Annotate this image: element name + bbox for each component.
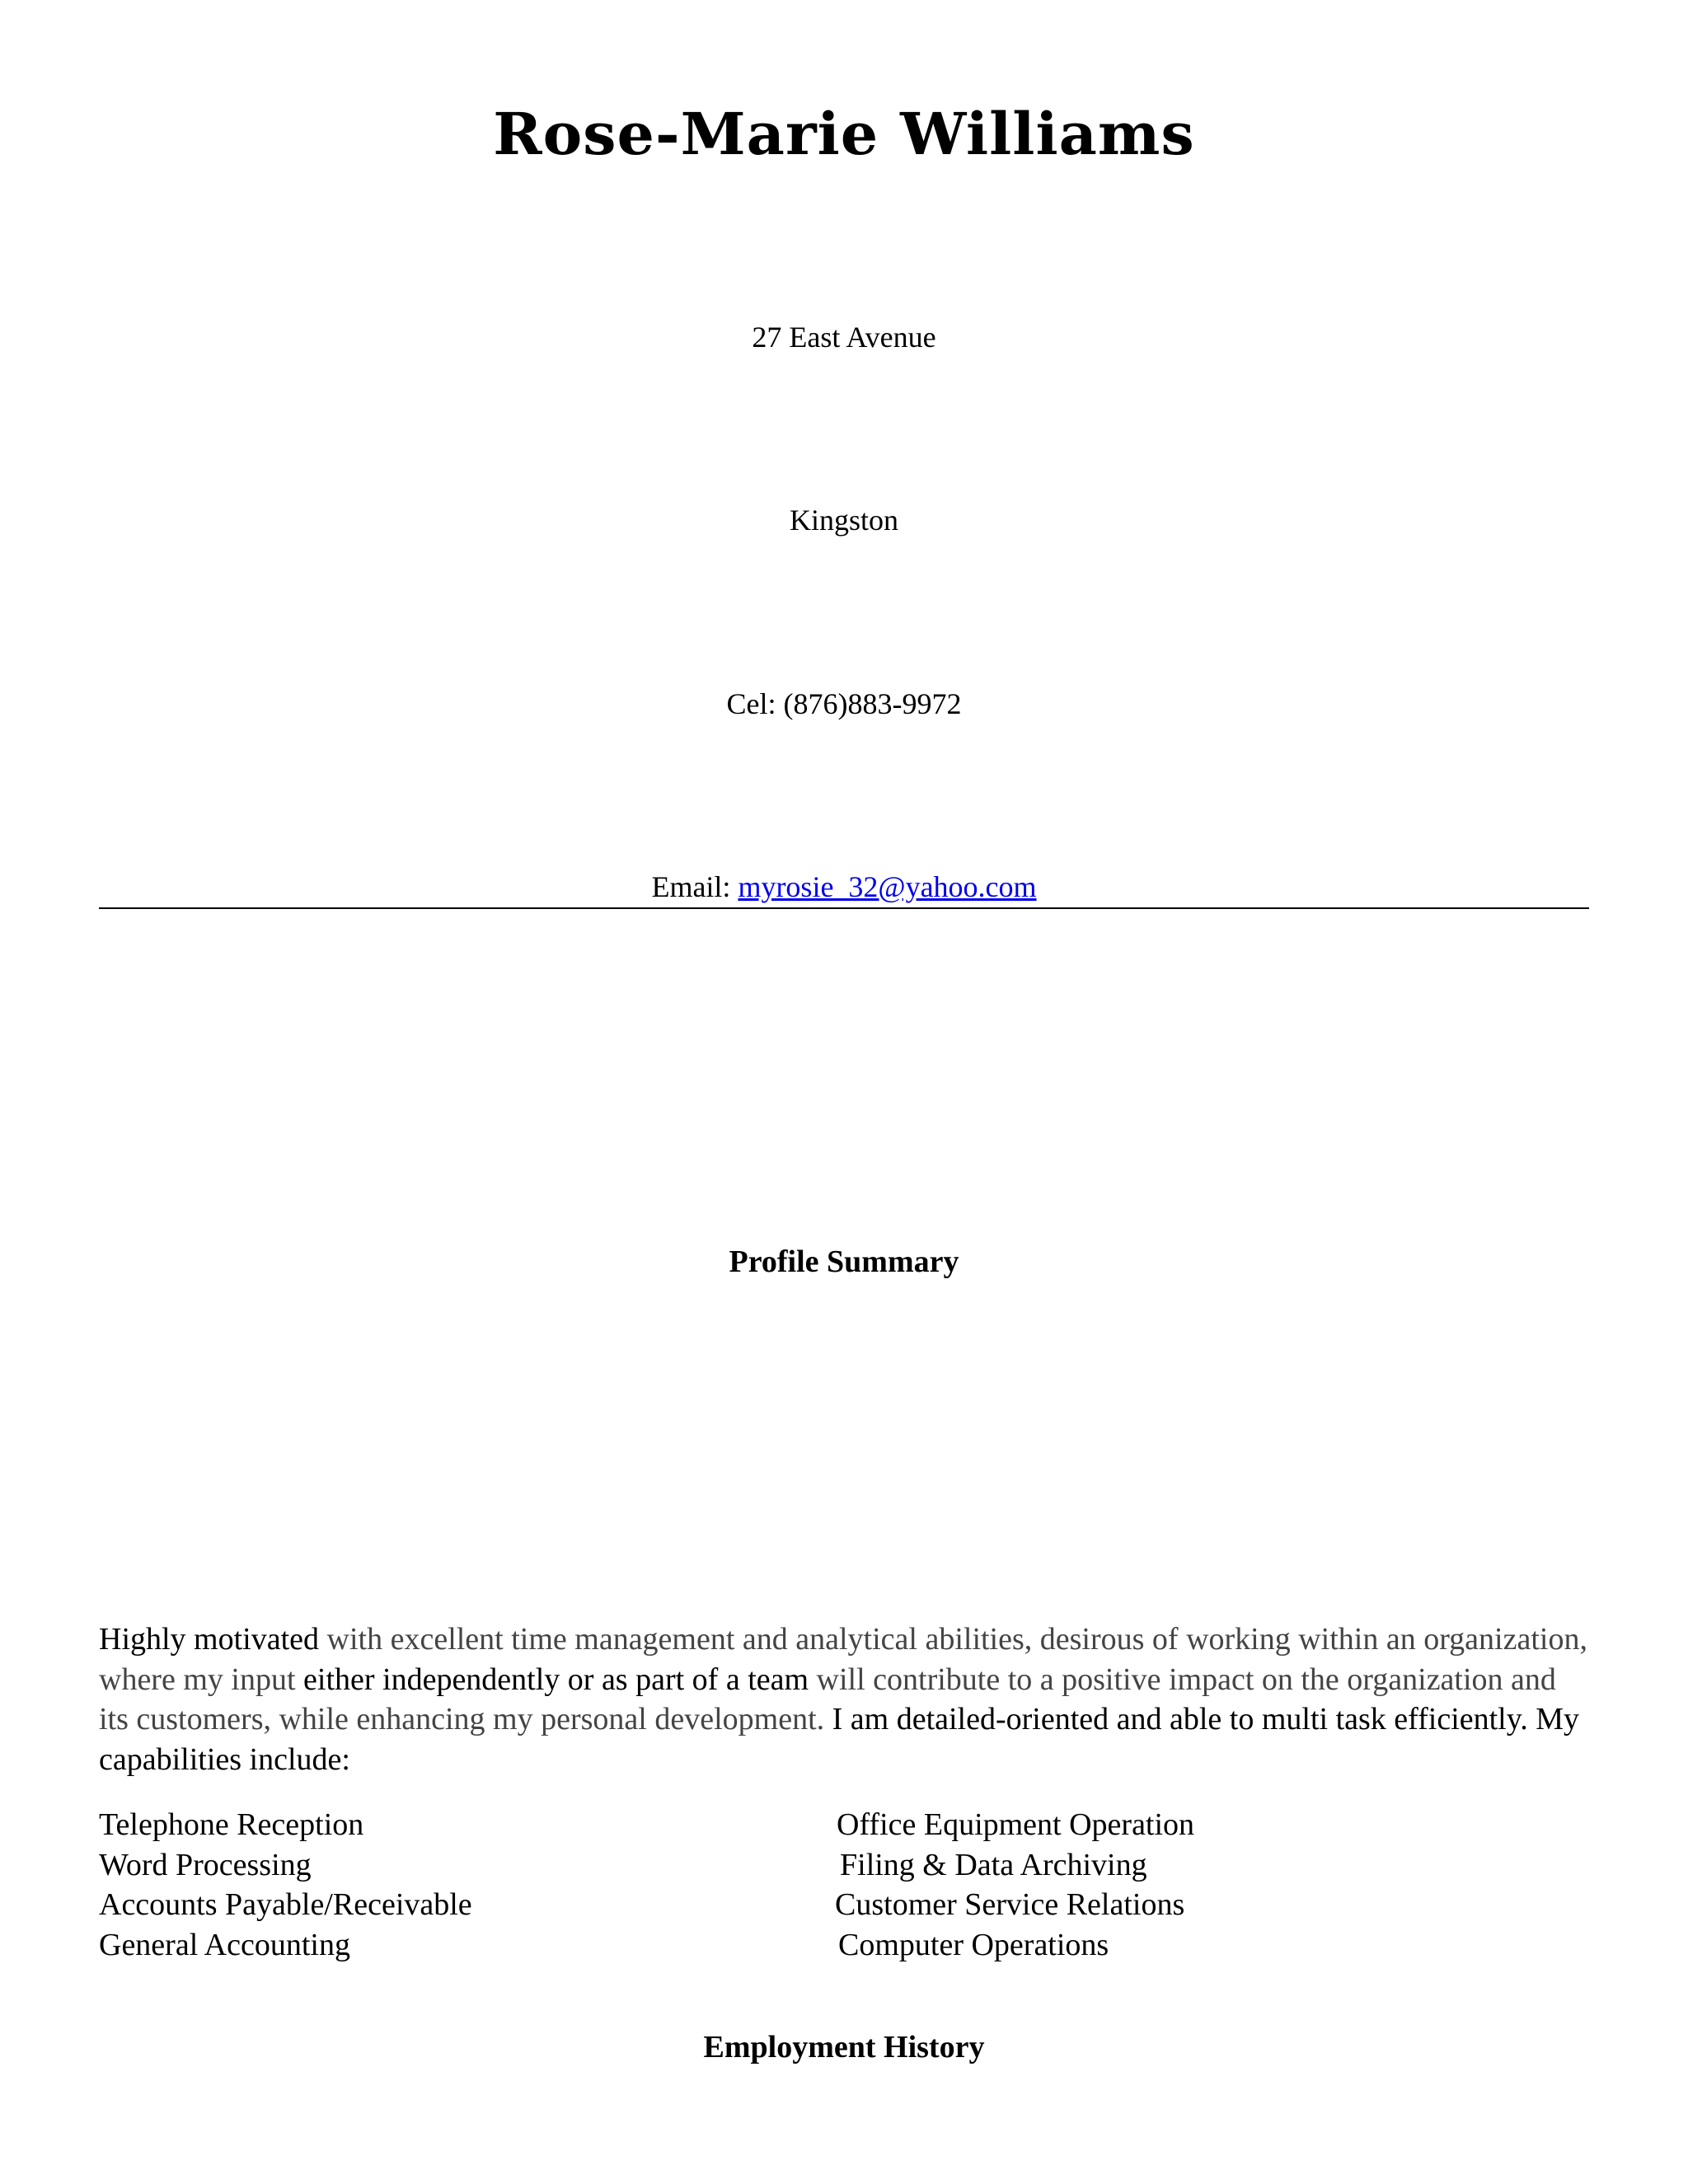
email-line (0, 869, 1688, 905)
capability-row (99, 1805, 1591, 1845)
summary-segment: Highly motivated (99, 1622, 320, 1657)
capability-item: Telephone Reception (99, 1807, 364, 1842)
header-divider (99, 907, 1589, 909)
capability-item: General Accounting (99, 1927, 350, 1962)
profile-summary-heading: Profile Summary (729, 1244, 959, 1279)
capability-item: Office Equipment Operation (837, 1807, 1195, 1842)
summary-segment: I am detailed-oriented and able to multi task efficiently. My capabilities include: (99, 1702, 1580, 1777)
summary-segment: either independently or as part of a team (303, 1661, 809, 1697)
summary-segment: will contribute to a positive impact on the organization and its customers, while enhancing my personal development. (99, 1661, 1556, 1736)
capability-item: Word Processing (99, 1847, 312, 1882)
capability-row (99, 1885, 1591, 1925)
cell-phone: Cel: (876)883-9972 (726, 687, 962, 720)
address-street: 27 East Avenue (752, 321, 936, 354)
email-link[interactable]: myrosie_32@yahoo.com (738, 870, 1037, 903)
email-label: Email: (651, 870, 738, 903)
summary-segment: with excellent time management and analytical abilities, desirous of working within an organization, where my input (99, 1622, 1587, 1697)
capability-row (99, 1925, 1591, 1966)
employment-history-heading: Employment History (703, 2030, 985, 2064)
capability-row (99, 1845, 1591, 1886)
profile-summary-text (99, 1619, 1591, 1779)
candidate-name: Rose-Marie Williams (493, 100, 1195, 168)
address-city: Kingston (789, 504, 898, 537)
capability-item: Filing & Data Archiving (840, 1847, 1147, 1882)
capability-item: Computer Operations (838, 1927, 1109, 1962)
capability-item: Accounts Payable/Receivable (99, 1887, 472, 1922)
capability-item: Customer Service Relations (835, 1887, 1185, 1922)
capabilities-list (99, 1805, 1591, 1965)
